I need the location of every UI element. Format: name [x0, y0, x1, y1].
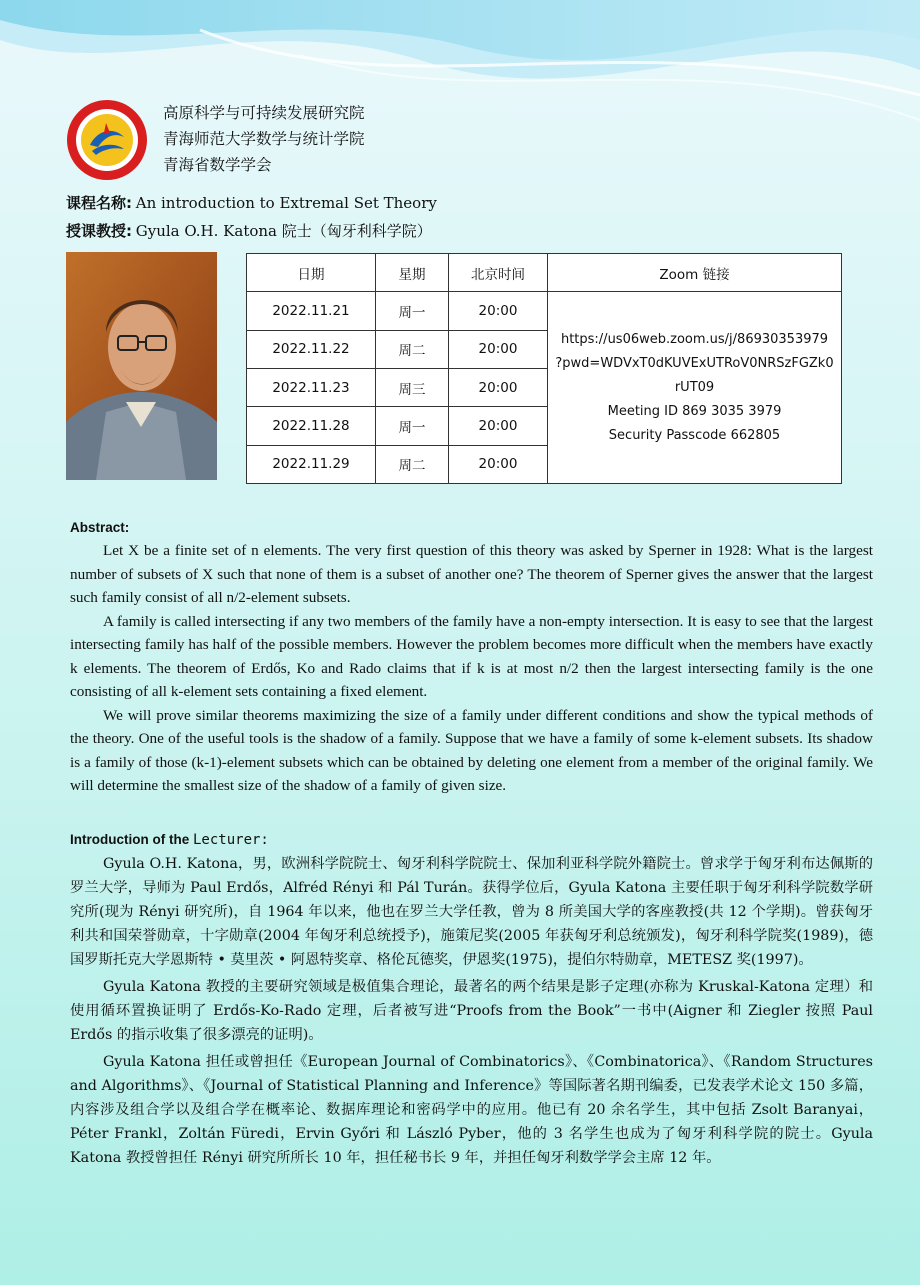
time-cell: 20:00: [449, 368, 548, 406]
abstract-paragraph-1: Let X be a finite set of n elements. The very first question of this theory was asked by Sperner in 1928: What is the largest number of subsets of X such that none of them is a subset of another one? The theorem of Sperner gives the answer that the largest such family consist of all n/2-element subsets.: [70, 542, 873, 606]
date-cell: 2022.11.21: [247, 292, 376, 330]
weekday-cell: 周二: [376, 330, 449, 368]
meeting-id: Meeting ID 869 3035 3979: [607, 403, 782, 419]
intro-heading: [70, 832, 873, 848]
date-cell: 2022.11.23: [247, 368, 376, 406]
security-passcode: Security Passcode 662805: [608, 427, 781, 443]
weekday-cell: 周二: [376, 445, 449, 483]
time-cell: 20:00: [449, 407, 548, 445]
course-name-value: An introduction to Extremal Set Theory: [135, 194, 437, 212]
lecturer-photo: [66, 252, 217, 480]
date-cell: 2022.11.28: [247, 407, 376, 445]
zoom-link-cell[interactable]: [548, 292, 842, 484]
institute-name-3: 青海省数学学会: [163, 156, 272, 174]
weekday-cell: 周一: [376, 292, 449, 330]
intro-paragraph-2: Gyula Katona 教授的主要研究领域是极值集合理论，最著名的两个结果是影子定理(亦称为 Kruskal-Katona 定理）和使用循环置换证明了 Erdős-Ko-Rado 定理，后者被写进“Proofs from the Book”一书中(Aigner 和 Ziegler 按照 Paul Erdős 的指示收集了很多漂亮的证明)。: [70, 979, 873, 1043]
table-header-row: [247, 254, 842, 292]
intro-paragraph-1: Gyula O.H. Katona，男，欧洲科学院院士、匈牙利科学院院士、保加利亚科学院外籍院士。曾求学于匈牙利布达佩斯的罗兰大学，导师为 Paul Erdős，Alfréd Rényi 和 Pál Turán。获得学位后，Gyula Katona 主要任职于匈牙利科学院数学研究所(现为 Rényi 研究所)，自 1964 年以来，他也在罗兰大学任教，曾为 8 所美国大学的客座教授(共 12 个学期)。曾获匈牙利共和国荣誉勋章，十字勋章(2004 年匈牙利总统授予)，施策尼奖(2005 年获匈牙利总统颁发)，匈牙利科学院奖(1989)，德国罗斯托克大学恩斯特 • 莫里茨 • 阿恩特奖章、格伦瓦德奖，伊恩奖(1975)，提伯尔特勋章，METESZ 奖(1997)。: [70, 856, 873, 968]
institute-list: [163, 100, 365, 178]
time-cell: 20:00: [449, 445, 548, 483]
abstract-paragraph-2: A family is called intersecting if any two members of the family have a non-empty intersection. It is easy to see that the largest intersecting family has half of the possible members. However the problem becomes more difficult when the members have exactly k elements. The theorem of Erdős, Ko and Rado claims that if k is at most n/2 then the largest intersecting family is the one consisting of all k-element sets containing a fixed element.: [70, 612, 873, 700]
header-time: 北京时间: [449, 254, 548, 292]
intro-heading-lecturer: Lecturer:: [193, 832, 269, 848]
header-zoom: Zoom 链接: [548, 254, 842, 292]
course-name-label: 课程名称:: [66, 194, 132, 212]
weekday-cell: 周一: [376, 407, 449, 445]
weekday-cell: 周三: [376, 368, 449, 406]
time-cell: 20:00: [449, 330, 548, 368]
zoom-url-line-3[interactable]: rUT09: [674, 379, 715, 395]
lecturer-intro-section: [70, 832, 873, 1173]
abstract-paragraph-3: We will prove similar theorems maximizing the size of a family under different conditions and show the typical methods of the theory. One of the useful tools is the shadow of a family. Suppose that we have a family of some k-element subsets. Its shadow is a family of those (k-1)-element subsets which can be obtained by deleting one element from a member of the original family. We will determine the smallest size of the shadow of a family of given size.: [70, 706, 873, 794]
table-row: [247, 292, 842, 330]
professor-label: 授课教授:: [66, 222, 132, 240]
university-logo: [66, 99, 148, 181]
zoom-url-line-2[interactable]: ?pwd=WDVxT0dKUVExUTRoV0NRSzFGZk0: [555, 355, 834, 371]
header-weekday: 星期: [376, 254, 449, 292]
schedule-table: [246, 253, 842, 484]
time-cell: 20:00: [449, 292, 548, 330]
header-date: 日期: [247, 254, 376, 292]
zoom-url-line-1[interactable]: https://us06web.zoom.us/j/86930353979: [560, 331, 829, 347]
course-name-row: [66, 192, 437, 213]
date-cell: 2022.11.29: [247, 445, 376, 483]
institute-name-2: 青海师范大学数学与统计学院: [163, 130, 365, 148]
abstract-section: [70, 520, 873, 798]
intro-paragraph-3: Gyula Katona 担任或曾担任《European Journal of Combinatorics》、《Combinatorica》、《Random Structures and Algorithms》、《Journal of Statistical Planning and Inference》等国际著名期刊编委，已发表学术论文 150 多篇，内容涉及组合学以及组合学在概率论、数据库理论和密码学中的应用。他已有 20 余名学生，其中包括 Zsolt Baranyai，Péter Frankl，Zoltán Füredi，Ervin Győri 和 László Pyber，他的 3 名学生也成为了匈牙利科学院的院士。Gyula Katona 教授曾担任 Rényi 研究所所长 10 年，担任秘书长 9 年，并担任匈牙利数学学会主席 12 年。: [70, 1054, 873, 1166]
date-cell: 2022.11.22: [247, 330, 376, 368]
professor-row: [66, 220, 432, 241]
institute-name-1: 高原科学与可持续发展研究院: [163, 104, 365, 122]
abstract-heading: Abstract:: [70, 520, 130, 535]
intro-heading-text: Introduction of the: [70, 832, 190, 847]
professor-value: Gyula O.H. Katona 院士（匈牙利科学院）: [135, 222, 432, 240]
